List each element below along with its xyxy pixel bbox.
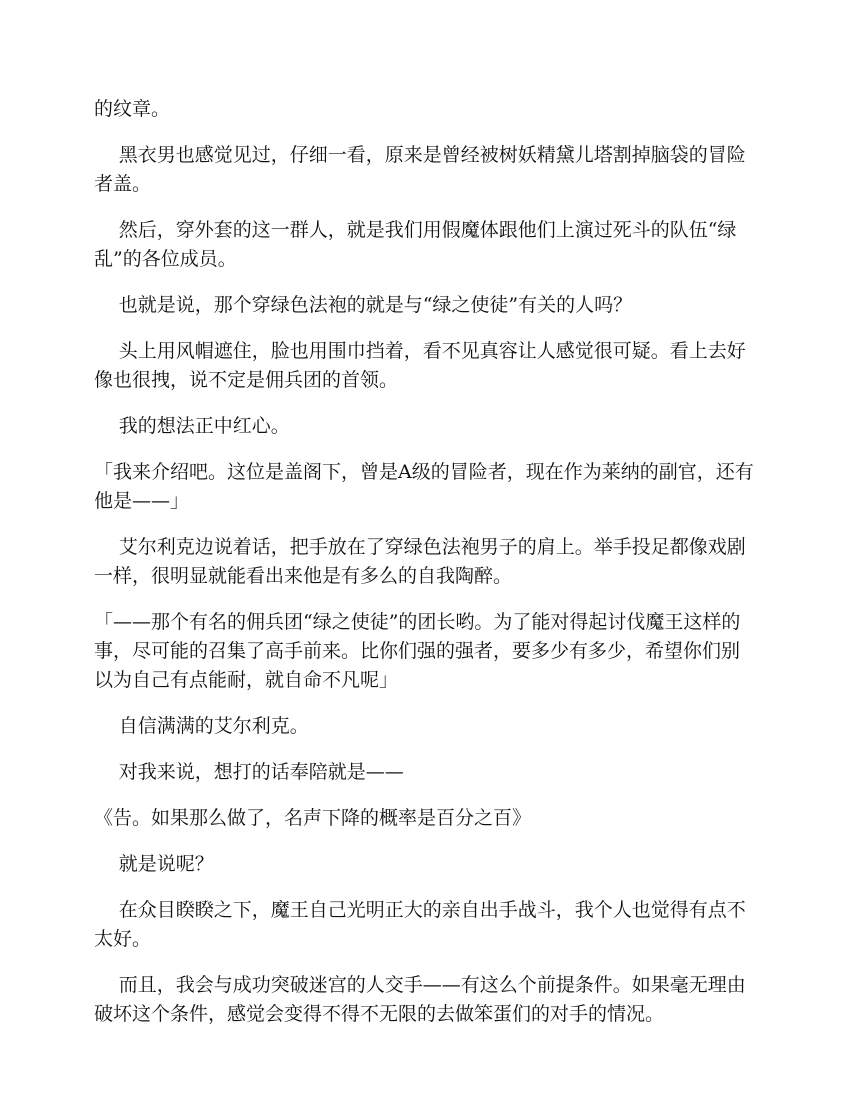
- paragraph: 就是说呢？: [118, 853, 214, 875]
- paragraph: 黑衣男也感觉见过，仔细一看，原来是曾经被树妖精黛儿塔割掉脑袋的冒险者盖。: [94, 144, 746, 195]
- paragraph: 然后，穿外套的这一群人，就是我们用假魔体跟他们上演过死斗的队伍“绿乱”的各位成员。: [94, 219, 737, 270]
- paragraph: 「我来介绍吧。这位是盖阁下，曾是A级的冒险者，现在作为莱纳的副官，还有他是——」: [94, 461, 754, 512]
- body-text: [94, 95, 757, 1046]
- paragraph: 我的想法正中红心。: [118, 415, 290, 437]
- paragraph: 对我来说，想打的话奉陪就是——: [118, 761, 404, 783]
- paragraph: 艾尔利克边说着话，把手放在了穿绿色法袍男子的肩上。举手投足都像戏剧一样，很明显就能看出来他是有多么的自我陶醉。: [94, 536, 746, 587]
- paragraph: 《告。如果那么做了，名声下降的概率是百分之百》: [94, 807, 532, 829]
- paragraph: 而且，我会与成功突破迷宫的人交手——有这么个前提条件。如果毫无理由破坏这个条件，感觉会变得不得不无限的去做笨蛋们的对手的情况。: [94, 974, 746, 1025]
- paragraph: 在众目睽睽之下，魔王自己光明正大的亲自出手战斗，我个人也觉得有点不太好。: [94, 899, 746, 950]
- paragraph: 的纹章。: [94, 98, 171, 120]
- paragraph: 也就是说，那个穿绿色法袍的就是与“绿之使徒”有关的人吗？: [118, 294, 633, 316]
- paragraph: 头上用风帽遮住，脸也用围巾挡着，看不见真容让人感觉很可疑。看上去好像也很拽，说不定是佣兵团的首领。: [94, 340, 746, 391]
- paragraph: 「——那个有名的佣兵团“绿之使徒”的团长哟。为了能对得起讨伐魔王这样的事，尽可能的召集了高手前来。比你们强的强者，要多少有多少，希望你们别以为自己有点能耐，就自命不凡呢」: [94, 611, 741, 691]
- paragraph: 自信满满的艾尔利克。: [118, 715, 309, 737]
